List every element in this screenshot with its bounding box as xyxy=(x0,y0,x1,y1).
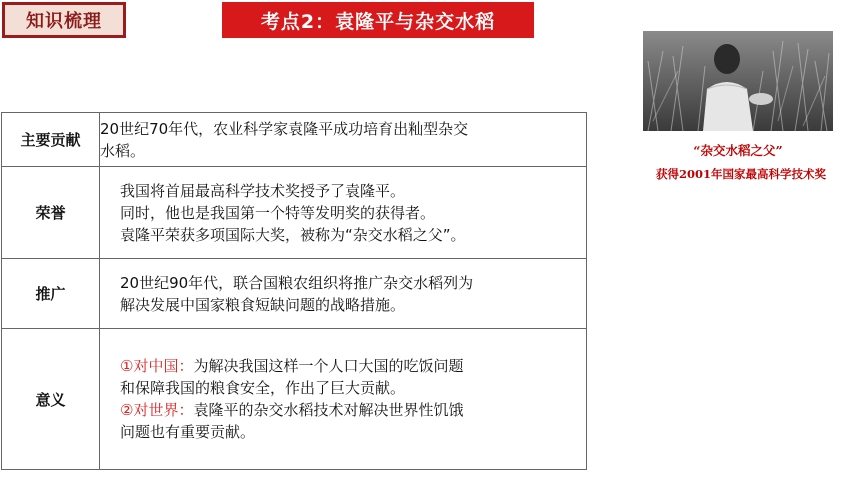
china-prefix: ①对中国： xyxy=(120,357,194,375)
yuan-longping-photo xyxy=(643,31,833,131)
row-content-contribution xyxy=(100,113,587,167)
content-line: 我国将首届最高科学技术奖授予了袁隆平。 xyxy=(120,181,406,200)
row-label-honor: 荣誉 xyxy=(2,167,100,259)
topic-title: 考点2：袁隆平与杂交水稻 xyxy=(260,10,496,33)
table-row xyxy=(2,329,587,470)
row-content-honor xyxy=(100,167,587,259)
photo-caption-award: 获得2001年国家最高科学技术奖 xyxy=(655,167,826,181)
content-line: 袁隆平荣获多项国际大奖，被称为“杂交水稻之父”。 xyxy=(120,225,466,244)
content-line: 解决发展中国家粮食短缺问题的战略措施。 xyxy=(120,295,406,314)
topic-banner xyxy=(222,2,534,38)
content-line: 同时，他也是我国第一个特等发明奖的获得者。 xyxy=(120,203,436,222)
photo-caption-nickname: “杂交水稻之父” xyxy=(693,143,783,158)
china-text: 为解决我国这样一个人口大国的吃饭问题 xyxy=(193,357,464,375)
content-line xyxy=(120,355,586,377)
world-text: 袁隆平的杂交水稻技术对解决世界性饥饿 xyxy=(193,401,464,419)
section-tag xyxy=(2,2,126,38)
row-label-significance: 意义 xyxy=(2,329,100,470)
section-tag-label: 知识梳理 xyxy=(26,11,102,32)
knowledge-table xyxy=(1,112,587,470)
table-row xyxy=(2,259,587,329)
table-row xyxy=(2,167,587,259)
world-prefix: ②对世界： xyxy=(120,401,194,419)
row-label-contribution: 主要贡献 xyxy=(2,113,100,167)
row-content-promotion xyxy=(100,259,587,329)
row-label-promotion: 推广 xyxy=(2,259,100,329)
rice-field-photo-illustration xyxy=(643,31,833,131)
content-line xyxy=(120,399,586,421)
row-content-significance xyxy=(100,329,587,470)
content-line: 水稻。 xyxy=(100,141,146,160)
content-line: 20世纪70年代，农业科学家袁隆平成功培育出籼型杂交 xyxy=(100,119,469,138)
table-row xyxy=(2,113,587,167)
content-line: 20世纪90年代，联合国粮农组织将推广杂交水稻列为 xyxy=(120,273,474,292)
content-line: 问题也有重要贡献。 xyxy=(120,423,256,441)
content-line: 和保障我国的粮食安全，作出了巨大贡献。 xyxy=(120,379,406,397)
